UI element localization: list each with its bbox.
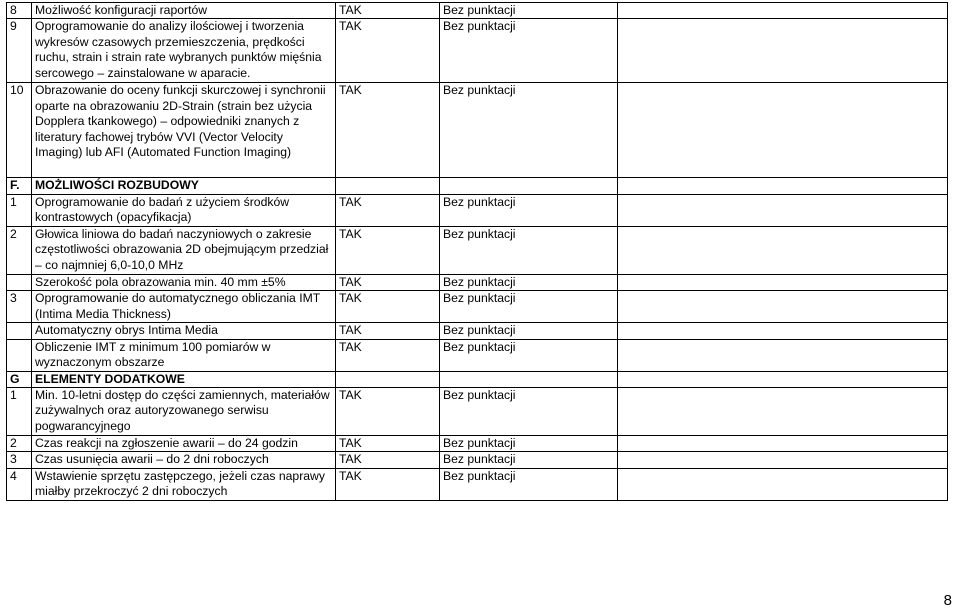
- row-points: Bez punktacji: [440, 226, 618, 274]
- row-description: Oprogramowanie do badań z użyciem środków kontrastowych (opacyfikacja): [32, 194, 336, 226]
- row-answer: TAK: [336, 291, 440, 323]
- row-number: 10: [7, 83, 32, 178]
- row-description: Możliwość konfiguracji raportów: [32, 3, 336, 19]
- specification-table: [6, 2, 948, 501]
- row-answer: TAK: [336, 388, 440, 436]
- row-description: Czas usunięcia awarii – do 2 dni roboczych: [32, 452, 336, 468]
- row-empty-cell: [618, 226, 948, 274]
- row-description: Wstawienie sprzętu zastępczego, jeżeli czas naprawy miałby przekroczyć 2 dni roboczych: [32, 468, 336, 500]
- row-points: Bez punktacji: [440, 83, 618, 178]
- row-number: F.: [7, 178, 32, 194]
- row-empty-cell: [618, 452, 948, 468]
- section-header-row: [7, 178, 948, 194]
- table-row: [7, 388, 948, 436]
- row-points: Bez punktacji: [440, 291, 618, 323]
- table-row: [7, 339, 948, 371]
- row-empty-cell: [618, 194, 948, 226]
- table-row: [7, 19, 948, 83]
- row-empty-cell: [618, 83, 948, 178]
- row-description: Głowica liniowa do badań naczyniowych o zakresie częstotliwości obrazowania 2D obejmującym przedział – co najmniej 6,0-10,0 MHz: [32, 226, 336, 274]
- row-number: [7, 323, 32, 339]
- table-row: [7, 436, 948, 452]
- row-number: 3: [7, 452, 32, 468]
- row-answer: TAK: [336, 3, 440, 19]
- row-empty-cell: [618, 371, 948, 387]
- table-row: [7, 452, 948, 468]
- row-description: Obrazowanie do oceny funkcji skurczowej i synchronii oparte na obrazowaniu 2D-Strain (strain bez użycia Dopplera tkankowego) – odpowiedniki znanych z literatury fachowej trybów VVI (Vector Velocity Imaging) lub AFI (Automated Function Imaging): [32, 83, 336, 178]
- table-row: [7, 291, 948, 323]
- row-points: Bez punktacji: [440, 194, 618, 226]
- row-points: Bez punktacji: [440, 274, 618, 290]
- row-empty-cell: [618, 3, 948, 19]
- row-number: 1: [7, 388, 32, 436]
- row-description: MOŻLIWOŚCI ROZBUDOWY: [32, 178, 336, 194]
- row-points: Bez punktacji: [440, 388, 618, 436]
- row-empty-cell: [618, 388, 948, 436]
- row-empty-cell: [618, 339, 948, 371]
- row-description: Oprogramowanie do analizy ilościowej i tworzenia wykresów czasowych przemieszczenia, prędkości ruchu, strain i strain rate wybranych punktów mięśnia sercowego – zainstalowane w aparacie.: [32, 19, 336, 83]
- page-number: 8: [943, 592, 952, 609]
- row-number: [7, 339, 32, 371]
- row-number: 4: [7, 468, 32, 500]
- row-empty-cell: [618, 274, 948, 290]
- row-empty-cell: [618, 436, 948, 452]
- row-description: Automatyczny obrys Intima Media: [32, 323, 336, 339]
- row-points: Bez punktacji: [440, 323, 618, 339]
- row-description: Min. 10-letni dostęp do części zamiennych, materiałów zużywalnych oraz autoryzowanego serwisu pogwarancyjnego: [32, 388, 336, 436]
- row-number: 2: [7, 226, 32, 274]
- row-points: Bez punktacji: [440, 452, 618, 468]
- row-answer: TAK: [336, 194, 440, 226]
- table-row: [7, 194, 948, 226]
- row-answer: TAK: [336, 323, 440, 339]
- row-points: Bez punktacji: [440, 3, 618, 19]
- section-header-row: [7, 371, 948, 387]
- row-answer: TAK: [336, 274, 440, 290]
- table-row: [7, 226, 948, 274]
- row-number: G: [7, 371, 32, 387]
- row-number: 8: [7, 3, 32, 19]
- row-empty-cell: [618, 291, 948, 323]
- table-row: [7, 274, 948, 290]
- row-description: Szerokość pola obrazowania min. 40 mm ±5%: [32, 274, 336, 290]
- table-row: [7, 83, 948, 178]
- row-points: [440, 371, 618, 387]
- row-empty-cell: [618, 178, 948, 194]
- row-points: Bez punktacji: [440, 468, 618, 500]
- row-number: 1: [7, 194, 32, 226]
- row-number: [7, 274, 32, 290]
- row-description: ELEMENTY DODATKOWE: [32, 371, 336, 387]
- table-row: [7, 468, 948, 500]
- row-answer: TAK: [336, 468, 440, 500]
- row-points: Bez punktacji: [440, 339, 618, 371]
- table-row: [7, 3, 948, 19]
- row-answer: TAK: [336, 226, 440, 274]
- row-empty-cell: [618, 19, 948, 83]
- row-number: 9: [7, 19, 32, 83]
- row-answer: [336, 371, 440, 387]
- specification-table-body: [7, 3, 948, 501]
- row-empty-cell: [618, 468, 948, 500]
- row-answer: TAK: [336, 339, 440, 371]
- row-description: Czas reakcji na zgłoszenie awarii – do 24 godzin: [32, 436, 336, 452]
- row-answer: TAK: [336, 452, 440, 468]
- row-answer: TAK: [336, 436, 440, 452]
- row-points: [440, 178, 618, 194]
- row-answer: [336, 178, 440, 194]
- row-answer: TAK: [336, 19, 440, 83]
- row-points: Bez punktacji: [440, 19, 618, 83]
- row-empty-cell: [618, 323, 948, 339]
- table-row: [7, 323, 948, 339]
- row-answer: TAK: [336, 83, 440, 178]
- row-description: Oprogramowanie do automatycznego obliczania IMT (Intima Media Thickness): [32, 291, 336, 323]
- row-number: 2: [7, 436, 32, 452]
- row-points: Bez punktacji: [440, 436, 618, 452]
- row-number: 3: [7, 291, 32, 323]
- row-description: Obliczenie IMT z minimum 100 pomiarów w wyznaczonym obszarze: [32, 339, 336, 371]
